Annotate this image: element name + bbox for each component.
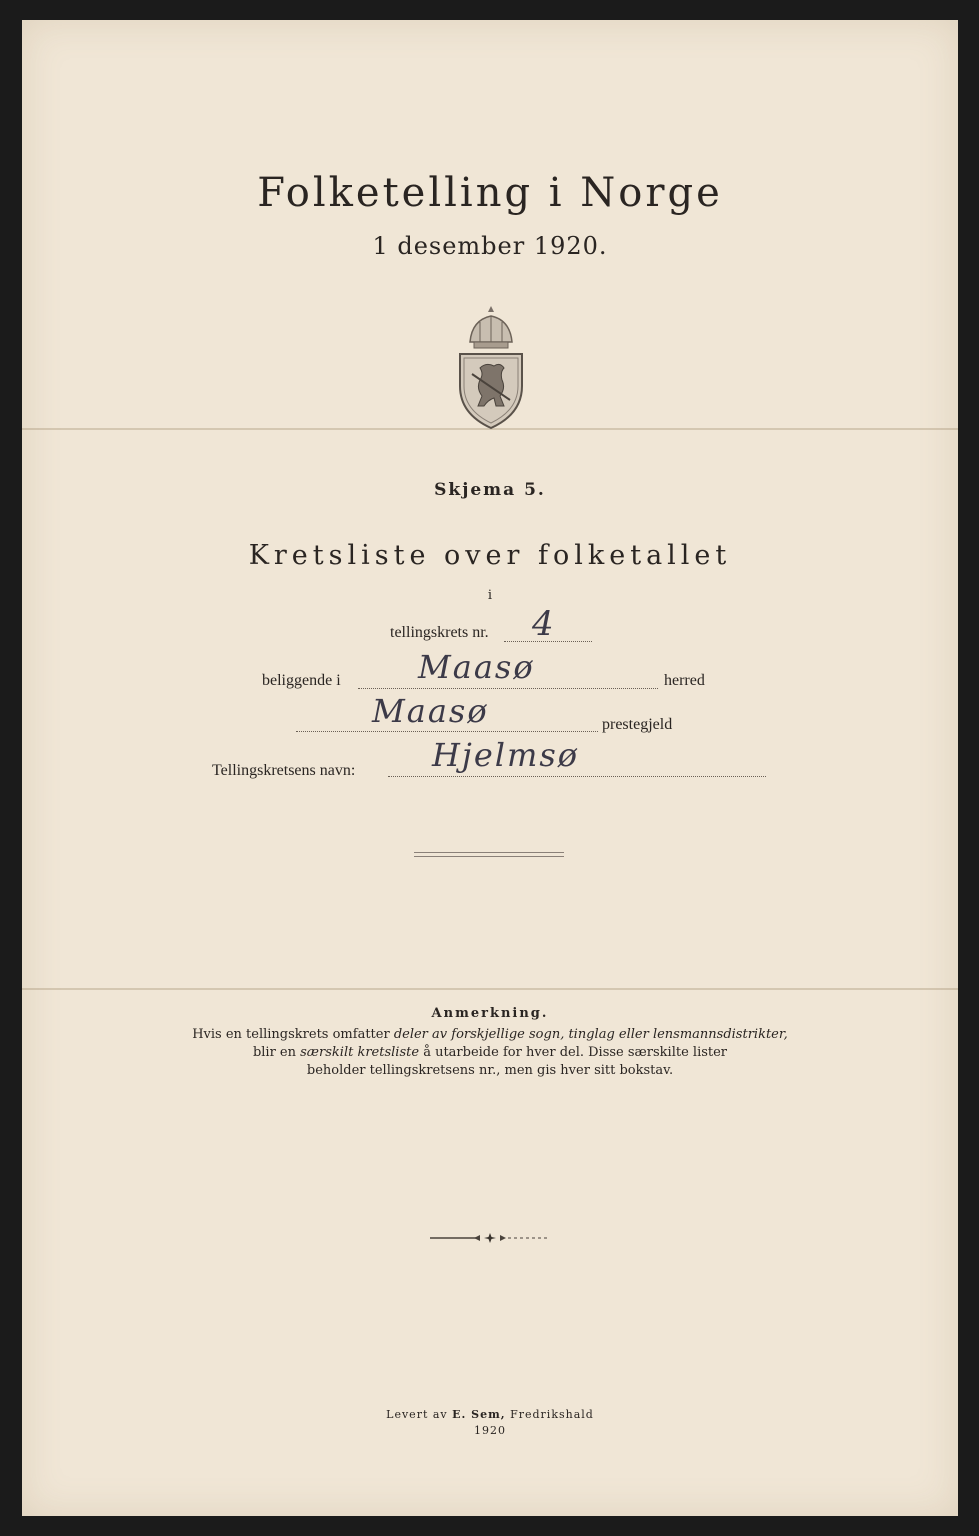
printer-text: Levert av	[386, 1408, 453, 1421]
prestegjeld-label: prestegjeld	[602, 716, 673, 733]
beliggende-label: beliggende i	[262, 672, 341, 689]
census-form-page	[22, 20, 958, 1516]
norwegian-coat-of-arms-icon	[450, 302, 532, 430]
note-line-1	[22, 1026, 958, 1044]
prestegjeld-value: Maasø	[372, 692, 489, 730]
form-heading: Kretsliste over folketallet	[248, 540, 732, 571]
prestegjeld-line	[296, 731, 598, 732]
kretsnavn-value: Hjelmsø	[432, 736, 580, 774]
note-heading: Anmerkning.	[431, 1006, 549, 1021]
note-line-3: beholder tellingskretsens nr., men gis hver sitt bokstav.	[306, 1063, 674, 1078]
tellingskrets-label: tellingskrets nr.	[390, 624, 489, 641]
note-line-2	[22, 1044, 958, 1062]
herred-value: Maasø	[418, 648, 535, 686]
ornament-divider-icon	[430, 1232, 550, 1244]
form-title: Folketelling i Norge	[257, 170, 723, 216]
kretsnavn-line	[388, 776, 766, 777]
printer-place: Fredrikshald	[505, 1408, 594, 1421]
herred-label: herred	[664, 672, 705, 689]
note-emphasis: særskilt kretsliste	[300, 1045, 420, 1060]
connector-word: i	[487, 588, 493, 603]
note-text: Hvis en tellingskrets omfatter	[192, 1027, 394, 1042]
printer-name: E. Sem,	[452, 1408, 506, 1421]
schema-number: Skjema 5.	[434, 480, 546, 500]
printer-imprint	[22, 1408, 958, 1421]
census-date: 1 desember 1920.	[372, 232, 608, 260]
section-divider	[414, 852, 564, 857]
herred-line	[358, 688, 658, 689]
tellingskrets-value: 4	[532, 604, 556, 644]
note-text: å utarbeide for hver del. Disse særskilte lister	[419, 1045, 728, 1060]
print-year: 1920	[474, 1424, 506, 1437]
kretsnavn-label: Tellingskretsens navn:	[212, 762, 356, 779]
note-emphasis: deler av forskjellige sogn, tinglag eller lensmannsdistrikter,	[393, 1027, 788, 1042]
fold-line	[22, 988, 958, 990]
note-text: blir en	[252, 1045, 301, 1060]
